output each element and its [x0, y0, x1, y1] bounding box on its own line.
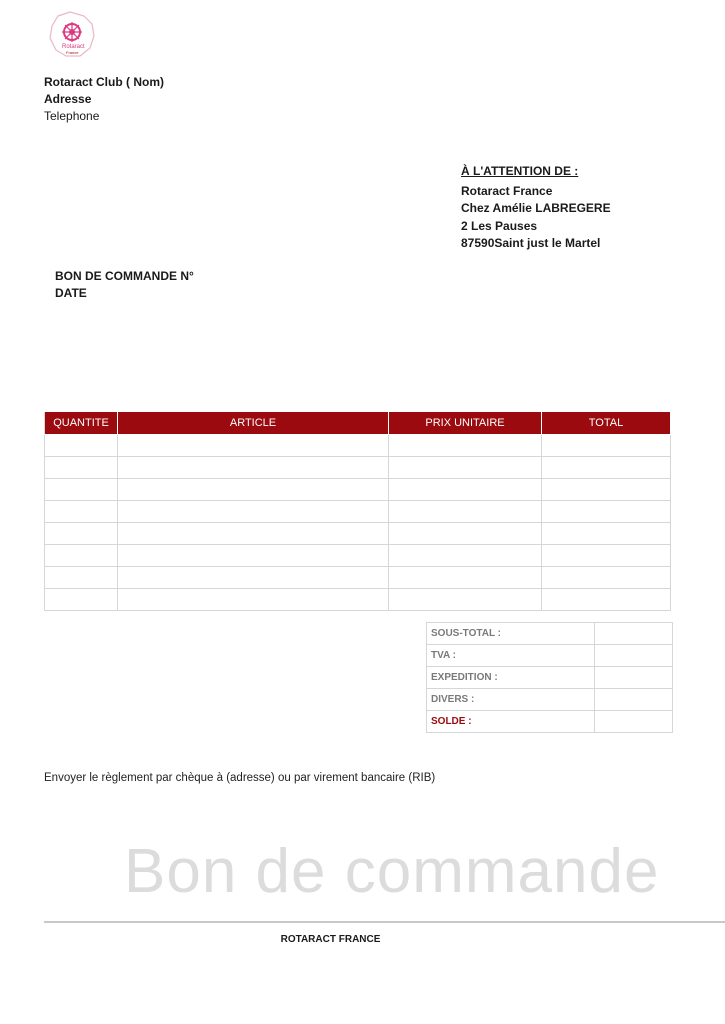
prix-unitaire-cell[interactable]: [389, 589, 542, 611]
recipient-line: Rotaract France: [461, 183, 553, 198]
quantite-cell[interactable]: [45, 479, 118, 501]
total-cell[interactable]: [542, 435, 671, 457]
svg-text:Rotaract: Rotaract: [62, 44, 85, 50]
item-row: [45, 523, 671, 545]
tva-label: TVA :: [427, 645, 595, 667]
recipient-heading: À L'ATTENTION DE :: [461, 164, 579, 178]
column-header-quantite: QUANTITE: [45, 412, 118, 435]
sender-block: [44, 74, 164, 125]
total-cell[interactable]: [542, 545, 671, 567]
tva-value[interactable]: [595, 645, 673, 667]
recipient-line: 2 Les Pauses: [461, 218, 538, 233]
recipient-block: [461, 163, 611, 253]
item-row: [45, 479, 671, 501]
prix-unitaire-cell[interactable]: [389, 501, 542, 523]
prix-unitaire-cell[interactable]: [389, 523, 542, 545]
totals-row: [427, 623, 673, 645]
recipient-line: Chez Amélie LABREGERE: [461, 201, 611, 215]
quantite-cell[interactable]: [45, 567, 118, 589]
order-date-label: DATE: [55, 286, 87, 300]
svg-text:France: France: [66, 50, 79, 55]
total-cell[interactable]: [542, 457, 671, 479]
quantite-cell[interactable]: [45, 545, 118, 567]
items-body: [45, 435, 671, 611]
column-header-article: ARTICLE: [118, 412, 389, 435]
items-table: [44, 411, 671, 611]
totals-row: [427, 711, 673, 733]
sender-club-name: Rotaract Club ( Nom): [44, 75, 164, 89]
quantite-cell[interactable]: [45, 523, 118, 545]
total-cell[interactable]: [542, 501, 671, 523]
totals-row: [427, 689, 673, 711]
article-cell[interactable]: [118, 567, 389, 589]
item-row: [45, 435, 671, 457]
sender-phone: Telephone: [44, 109, 100, 123]
column-header-prix-unitaire: PRIX UNITAIRE: [389, 412, 542, 435]
article-cell[interactable]: [118, 589, 389, 611]
item-row: [45, 501, 671, 523]
article-cell[interactable]: [118, 457, 389, 479]
prix-unitaire-cell[interactable]: [389, 435, 542, 457]
subtotal-value[interactable]: [595, 623, 673, 645]
item-row: [45, 457, 671, 479]
item-row: [45, 545, 671, 567]
article-cell[interactable]: [118, 479, 389, 501]
payment-instructions: Envoyer le règlement par chèque à (adresse) ou par virement bancaire (RIB): [44, 772, 436, 784]
totals-table: [426, 622, 673, 733]
subtotal-label: SOUS-TOTAL :: [427, 623, 595, 645]
items-header-row: [45, 412, 671, 435]
order-number-label: BON DE COMMANDE N°: [55, 269, 194, 283]
solde-label: SOLDE :: [427, 711, 595, 733]
divers-value[interactable]: [595, 689, 673, 711]
footer-divider: [44, 921, 725, 923]
quantite-cell[interactable]: [45, 435, 118, 457]
article-cell[interactable]: [118, 435, 389, 457]
expedition-label: EXPEDITION :: [427, 667, 595, 689]
footer-text: ROTARACT FRANCE: [280, 934, 381, 945]
prix-unitaire-cell[interactable]: [389, 545, 542, 567]
prix-unitaire-cell[interactable]: [389, 567, 542, 589]
item-row: [45, 589, 671, 611]
sender-address: Adresse: [44, 92, 92, 106]
article-cell[interactable]: [118, 523, 389, 545]
quantite-cell[interactable]: [45, 457, 118, 479]
article-cell[interactable]: [118, 501, 389, 523]
solde-value[interactable]: [595, 711, 673, 733]
totals-row: [427, 645, 673, 667]
quantite-cell[interactable]: [45, 501, 118, 523]
column-header-total: TOTAL: [542, 412, 671, 435]
totals-row: [427, 667, 673, 689]
divers-label: DIVERS :: [427, 689, 595, 711]
total-cell[interactable]: [542, 567, 671, 589]
prix-unitaire-cell[interactable]: [389, 479, 542, 501]
item-row: [45, 567, 671, 589]
expedition-value[interactable]: [595, 667, 673, 689]
rotaract-france-logo: [44, 10, 106, 60]
order-info: [55, 268, 194, 302]
total-cell[interactable]: [542, 589, 671, 611]
quantite-cell[interactable]: [45, 589, 118, 611]
watermark-title: Bon de commande: [124, 837, 660, 906]
prix-unitaire-cell[interactable]: [389, 457, 542, 479]
total-cell[interactable]: [542, 479, 671, 501]
recipient-line: 87590Saint just le Martel: [461, 236, 601, 250]
total-cell[interactable]: [542, 523, 671, 545]
article-cell[interactable]: [118, 545, 389, 567]
